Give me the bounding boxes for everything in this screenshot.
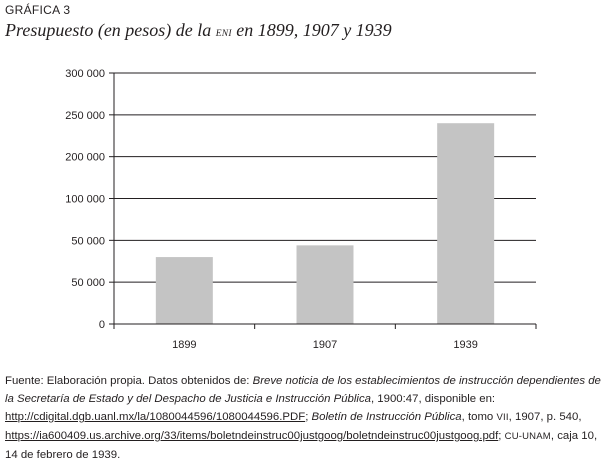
y-tick-labels — [65, 68, 105, 331]
source-link-2[interactable]: https://ia600409.us.archive.org/33/items/boletndeinstruc00justgoog/boletndeinstruc00justgoog.pdf — [5, 430, 499, 442]
y-tick-label: 200 000 — [65, 151, 105, 164]
source-archive: CU-UNAM — [504, 431, 551, 442]
x-tick-label: 1939 — [453, 339, 478, 351]
source-text-5: , 1907, p. 540, — [508, 411, 582, 423]
figure-label: GRÁFICA 3 — [5, 3, 71, 17]
bars — [156, 123, 494, 324]
bar-1907 — [297, 245, 354, 324]
chart-title-pre: Presupuesto (en pesos) de la — [5, 20, 212, 40]
source-link-1[interactable]: http://cdigital.dgb.uanl.mx/la/1080044596/1080044596.PDF — [5, 411, 306, 423]
y-tick-label: 0 — [98, 319, 105, 331]
source-note — [5, 372, 605, 464]
y-tick-label: 50 000 — [71, 235, 105, 248]
chart-title-abbr: ENI — [215, 29, 232, 39]
source-text-1: Elaboración propia. Datos obtenidos de: — [43, 375, 253, 387]
source-title-2: Boletín de Instrucción Pública — [311, 411, 462, 423]
source-text-3: ; — [305, 411, 312, 423]
x-tick-label: 1907 — [312, 339, 338, 351]
bar-1939 — [437, 123, 494, 324]
source-text-4: , tomo — [461, 411, 497, 423]
y-tick-label: 50 000 — [71, 277, 105, 290]
source-title-1: Breve noticia de los establecimientos de instrucción dependientes de la Secretaría de Estado y del Despacho de Justicia e Instrucción Pública — [5, 375, 601, 405]
x-tick-labels — [172, 339, 478, 351]
y-tick-label: 100 000 — [65, 193, 105, 206]
y-tick-label: 300 000 — [65, 68, 105, 80]
x-tick-label: 1899 — [172, 339, 197, 351]
source-lead: Fuente: — [5, 375, 44, 387]
chart-title-post: en 1899, 1907 y 1939 — [236, 20, 392, 40]
bar-1899 — [156, 257, 213, 324]
source-text-2: , 1900:47, disponible en: — [370, 393, 496, 405]
source-volume: VII — [496, 412, 509, 423]
source-text-6: ; — [498, 430, 505, 442]
y-tick-label: 250 000 — [65, 109, 105, 122]
source-text-7: , caja 10, 14 de febrero de 1939. — [5, 430, 598, 461]
